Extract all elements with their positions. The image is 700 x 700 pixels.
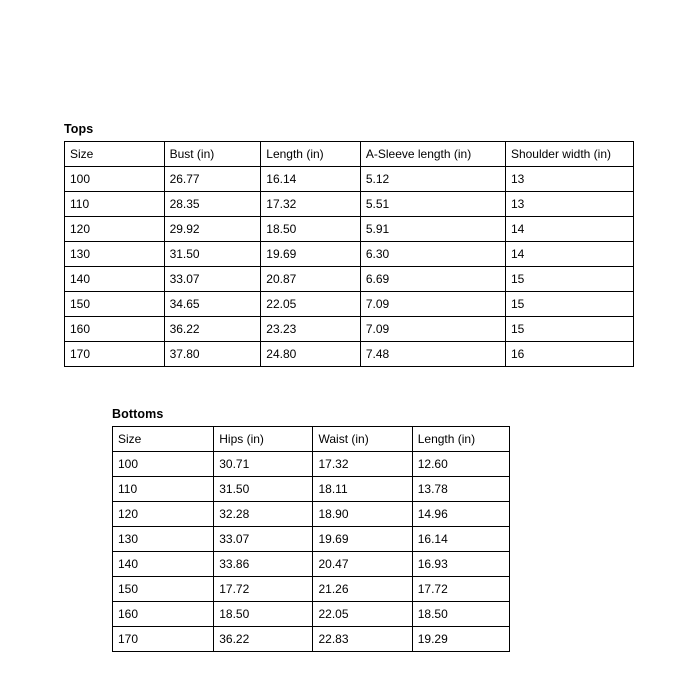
cell-sleeve-length: 5.51 <box>360 192 505 217</box>
cell-sleeve-length: 6.30 <box>360 242 505 267</box>
cell-size: 130 <box>65 242 165 267</box>
cell-shoulder-width: 13 <box>505 167 633 192</box>
cell-waist: 22.05 <box>313 602 412 627</box>
table-row <box>65 317 634 342</box>
cell-waist: 18.11 <box>313 477 412 502</box>
cell-shoulder-width: 14 <box>505 217 633 242</box>
cell-size: 120 <box>113 502 214 527</box>
cell-length: 23.23 <box>261 317 361 342</box>
cell-bust: 28.35 <box>164 192 261 217</box>
cell-size: 140 <box>65 267 165 292</box>
cell-size: 150 <box>65 292 165 317</box>
bottoms-title: Bottoms <box>112 407 164 421</box>
cell-sleeve-length: 7.09 <box>360 317 505 342</box>
column-header: A-Sleeve length (in) <box>360 142 505 167</box>
table-row <box>65 217 634 242</box>
cell-waist: 18.90 <box>313 502 412 527</box>
cell-size: 120 <box>65 217 165 242</box>
table-row <box>65 342 634 367</box>
cell-sleeve-length: 6.69 <box>360 267 505 292</box>
cell-waist: 19.69 <box>313 527 412 552</box>
cell-sleeve-length: 5.12 <box>360 167 505 192</box>
cell-length: 20.87 <box>261 267 361 292</box>
cell-sleeve-length: 7.48 <box>360 342 505 367</box>
cell-sleeve-length: 7.09 <box>360 292 505 317</box>
table-row <box>113 577 510 602</box>
table-row <box>65 167 634 192</box>
column-header: Length (in) <box>412 427 509 452</box>
bottoms-section <box>112 407 510 652</box>
cell-size: 160 <box>113 602 214 627</box>
column-header: Bust (in) <box>164 142 261 167</box>
cell-size: 150 <box>113 577 214 602</box>
cell-size: 110 <box>113 477 214 502</box>
table-row <box>113 452 510 477</box>
cell-shoulder-width: 15 <box>505 292 633 317</box>
cell-hips: 18.50 <box>214 602 313 627</box>
cell-size: 160 <box>65 317 165 342</box>
table-row <box>113 477 510 502</box>
cell-shoulder-width: 15 <box>505 267 633 292</box>
cell-hips: 33.86 <box>214 552 313 577</box>
cell-hips: 30.71 <box>214 452 313 477</box>
cell-size: 110 <box>65 192 165 217</box>
table-row <box>113 627 510 652</box>
cell-waist: 21.26 <box>313 577 412 602</box>
cell-length: 12.60 <box>412 452 509 477</box>
cell-length: 24.80 <box>261 342 361 367</box>
cell-sleeve-length: 5.91 <box>360 217 505 242</box>
cell-shoulder-width: 14 <box>505 242 633 267</box>
cell-length: 16.14 <box>412 527 509 552</box>
cell-shoulder-width: 15 <box>505 317 633 342</box>
column-header: Length (in) <box>261 142 361 167</box>
table-row <box>65 267 634 292</box>
table-row <box>65 292 634 317</box>
table-row <box>113 527 510 552</box>
cell-bust: 37.80 <box>164 342 261 367</box>
cell-bust: 36.22 <box>164 317 261 342</box>
cell-hips: 32.28 <box>214 502 313 527</box>
table-row <box>113 602 510 627</box>
cell-size: 100 <box>65 167 165 192</box>
tops-section <box>64 122 634 367</box>
column-header: Waist (in) <box>313 427 412 452</box>
cell-shoulder-width: 16 <box>505 342 633 367</box>
cell-size: 130 <box>113 527 214 552</box>
cell-waist: 22.83 <box>313 627 412 652</box>
cell-bust: 26.77 <box>164 167 261 192</box>
cell-bust: 29.92 <box>164 217 261 242</box>
cell-length: 19.69 <box>261 242 361 267</box>
cell-length: 14.96 <box>412 502 509 527</box>
cell-shoulder-width: 13 <box>505 192 633 217</box>
cell-length: 17.72 <box>412 577 509 602</box>
cell-length: 16.93 <box>412 552 509 577</box>
tops-size-table <box>64 141 634 367</box>
column-header: Size <box>65 142 165 167</box>
cell-hips: 36.22 <box>214 627 313 652</box>
cell-bust: 33.07 <box>164 267 261 292</box>
cell-hips: 31.50 <box>214 477 313 502</box>
cell-length: 19.29 <box>412 627 509 652</box>
table-header-row <box>113 427 510 452</box>
cell-length: 18.50 <box>412 602 509 627</box>
cell-waist: 17.32 <box>313 452 412 477</box>
cell-size: 170 <box>65 342 165 367</box>
column-header: Shoulder width (in) <box>505 142 633 167</box>
cell-length: 17.32 <box>261 192 361 217</box>
table-row <box>113 502 510 527</box>
cell-waist: 20.47 <box>313 552 412 577</box>
cell-length: 18.50 <box>261 217 361 242</box>
cell-hips: 33.07 <box>214 527 313 552</box>
cell-bust: 34.65 <box>164 292 261 317</box>
cell-length: 22.05 <box>261 292 361 317</box>
cell-size: 170 <box>113 627 214 652</box>
cell-size: 140 <box>113 552 214 577</box>
cell-length: 13.78 <box>412 477 509 502</box>
tops-title: Tops <box>64 122 94 136</box>
cell-bust: 31.50 <box>164 242 261 267</box>
cell-size: 100 <box>113 452 214 477</box>
column-header: Size <box>113 427 214 452</box>
table-row <box>113 552 510 577</box>
bottoms-size-table <box>112 426 510 652</box>
table-row <box>65 192 634 217</box>
cell-length: 16.14 <box>261 167 361 192</box>
table-row <box>65 242 634 267</box>
column-header: Hips (in) <box>214 427 313 452</box>
table-header-row <box>65 142 634 167</box>
cell-hips: 17.72 <box>214 577 313 602</box>
